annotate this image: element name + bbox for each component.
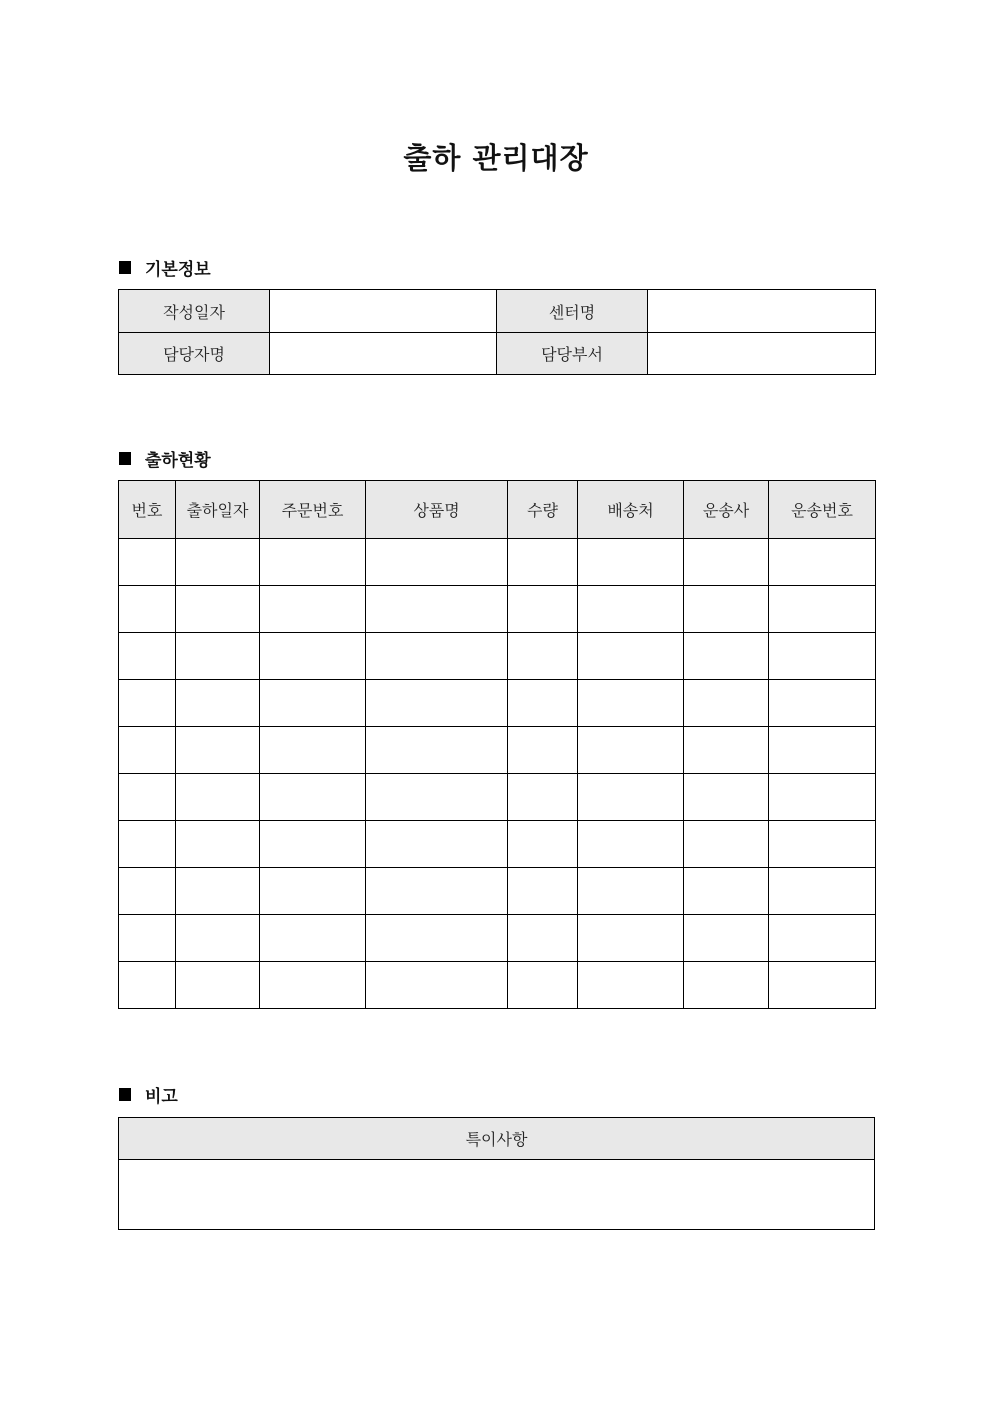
table-cell[interactable] [578,868,684,915]
table-cell[interactable] [260,774,366,821]
table-cell[interactable] [119,586,176,633]
table-row [119,727,876,774]
table-cell[interactable] [119,915,176,962]
table-cell[interactable] [366,586,508,633]
table-header-row [119,481,876,539]
remarks-content-field[interactable] [119,1160,875,1230]
table-cell[interactable] [260,821,366,868]
table-cell[interactable] [260,633,366,680]
page-title: 출하 관리대장 [403,141,589,175]
table-cell[interactable] [578,633,684,680]
table-cell[interactable] [578,915,684,962]
table-row [119,774,876,821]
shipment-table [118,480,876,1009]
col-header-quantity: 수량 [508,481,578,539]
table-cell[interactable] [578,821,684,868]
table-cell[interactable] [578,962,684,1009]
table-cell[interactable] [769,680,876,727]
field-created-date[interactable] [270,290,497,333]
square-bullet-icon [119,1088,131,1101]
remarks-table [118,1117,875,1230]
table-cell[interactable] [366,539,508,586]
table-cell[interactable] [176,915,260,962]
section-shipments-heading [119,446,211,471]
table-cell[interactable] [684,774,769,821]
table-row [119,680,876,727]
table-cell[interactable] [366,962,508,1009]
table-row [119,586,876,633]
col-header-destination: 배송처 [578,481,684,539]
table-row [119,962,876,1009]
square-bullet-icon [119,452,131,465]
col-header-product: 상품명 [366,481,508,539]
field-department[interactable] [648,333,876,375]
table-cell[interactable] [119,868,176,915]
table-cell[interactable] [366,727,508,774]
table-cell[interactable] [508,962,578,1009]
table-cell[interactable] [176,633,260,680]
table-cell[interactable] [119,680,176,727]
table-cell[interactable] [260,868,366,915]
table-row [119,821,876,868]
table-cell[interactable] [769,774,876,821]
field-center-name[interactable] [648,290,876,333]
table-cell[interactable] [508,821,578,868]
col-header-tracking-no: 운송번호 [769,481,876,539]
label-department: 담당부서 [497,333,648,375]
col-header-carrier: 운송사 [684,481,769,539]
table-cell[interactable] [684,586,769,633]
field-manager-name[interactable] [270,333,497,375]
section-label: 출하현황 [145,451,211,471]
section-basic-info-heading [119,255,211,280]
table-cell[interactable] [260,539,366,586]
table-cell[interactable] [769,915,876,962]
table-cell[interactable] [508,633,578,680]
table-cell[interactable] [684,868,769,915]
table-row [119,915,876,962]
table-cell[interactable] [578,774,684,821]
table-cell[interactable] [260,915,366,962]
table-cell[interactable] [260,680,366,727]
table-cell[interactable] [176,868,260,915]
table-cell[interactable] [508,727,578,774]
table-cell[interactable] [508,774,578,821]
table-cell[interactable] [119,821,176,868]
remarks-header: 특이사항 [119,1118,875,1160]
table-cell[interactable] [260,962,366,1009]
table-cell[interactable] [769,868,876,915]
label-manager-name: 담당자명 [119,333,270,375]
table-cell[interactable] [769,727,876,774]
table-cell[interactable] [366,821,508,868]
table-cell[interactable] [684,915,769,962]
table-cell[interactable] [508,915,578,962]
section-remarks-heading [119,1082,178,1107]
section-label: 비고 [145,1087,178,1107]
table-cell[interactable] [176,774,260,821]
table-cell[interactable] [119,774,176,821]
table-cell[interactable] [769,821,876,868]
table-cell[interactable] [366,774,508,821]
table-cell[interactable] [769,586,876,633]
table-cell[interactable] [366,680,508,727]
table-cell[interactable] [578,680,684,727]
square-bullet-icon [119,261,131,274]
table-cell[interactable] [684,821,769,868]
table-cell[interactable] [119,962,176,1009]
table-row [119,633,876,680]
table-cell[interactable] [684,680,769,727]
table-cell[interactable] [684,727,769,774]
table-cell[interactable] [366,915,508,962]
table-cell[interactable] [176,680,260,727]
table-cell[interactable] [684,539,769,586]
table-cell[interactable] [578,586,684,633]
table-cell[interactable] [260,586,366,633]
table-cell[interactable] [176,821,260,868]
basic-info-table [118,289,876,375]
label-created-date: 작성일자 [119,290,270,333]
table-cell[interactable] [508,680,578,727]
table-cell[interactable] [366,868,508,915]
table-cell[interactable] [119,727,176,774]
table-cell[interactable] [119,539,176,586]
table-cell[interactable] [769,962,876,1009]
table-cell[interactable] [578,727,684,774]
table-cell[interactable] [176,727,260,774]
table-row [119,868,876,915]
table-cell[interactable] [176,586,260,633]
label-center-name: 센터명 [497,290,648,333]
table-cell[interactable] [508,539,578,586]
table-cell[interactable] [684,962,769,1009]
section-label: 기본정보 [145,260,211,280]
table-cell[interactable] [508,868,578,915]
table-cell[interactable] [119,633,176,680]
table-cell[interactable] [769,633,876,680]
col-header-order-no: 주문번호 [260,481,366,539]
table-cell[interactable] [578,539,684,586]
col-header-ship-date: 출하일자 [176,481,260,539]
table-cell[interactable] [769,539,876,586]
table-cell[interactable] [366,633,508,680]
table-cell[interactable] [176,539,260,586]
table-cell[interactable] [684,633,769,680]
table-row [119,539,876,586]
col-header-no: 번호 [119,481,176,539]
table-cell[interactable] [260,727,366,774]
table-cell[interactable] [508,586,578,633]
table-cell[interactable] [176,962,260,1009]
